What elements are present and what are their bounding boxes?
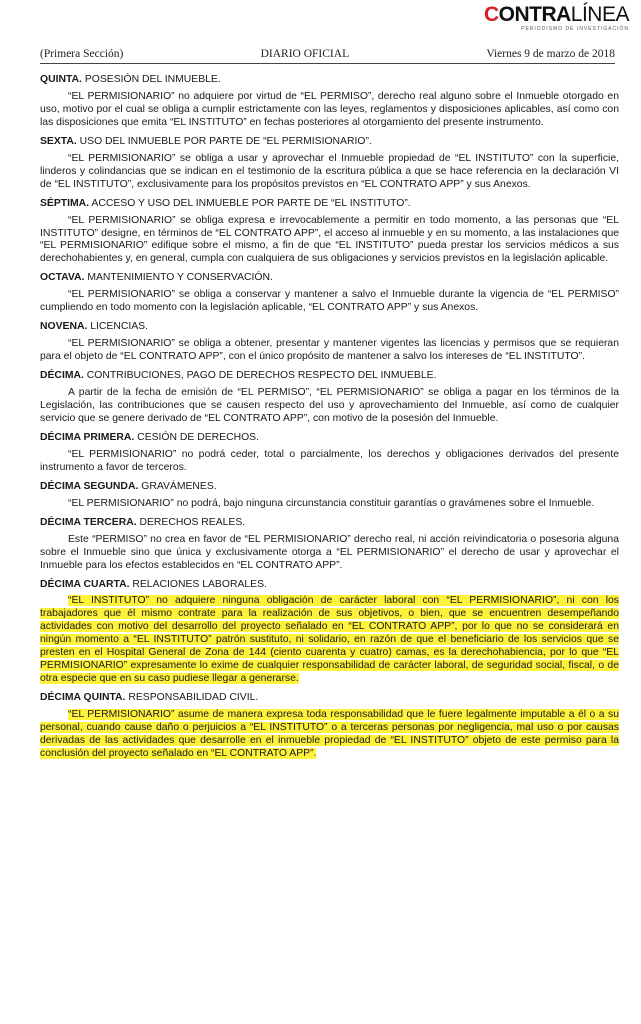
clause-number: DÉCIMA TERCERA. <box>40 516 137 528</box>
clause-title <box>40 579 619 592</box>
header-section: (Primera Sección) <box>40 48 124 60</box>
logo-tagline: PERIODISMO DE INVESTIGACIÓN <box>521 26 629 32</box>
clause-number: NOVENA. <box>40 321 88 333</box>
clause-decima-cuarta <box>40 579 619 687</box>
clause-heading: RELACIONES LABORALES. <box>129 578 267 590</box>
clause-heading: RESPONSABILIDAD CIVIL. <box>125 692 259 704</box>
clause-title <box>40 370 619 383</box>
clause-title <box>40 432 619 445</box>
clause-octava <box>40 272 619 315</box>
clause-text: “EL PERMISIONARIO” se obliga a obtener, presentar y mantener vigentes las licencias y permisos que se requieran para el objeto de “EL CONTRATO APP”, con el único propósito de mantener a salvo los intereses de “EL INSTITUTO”. <box>40 338 619 363</box>
clause-text-highlighted <box>40 709 619 761</box>
clause-title <box>40 321 619 334</box>
clause-title <box>40 272 619 285</box>
clause-number: DÉCIMA PRIMERA. <box>40 431 135 443</box>
clause-decima-quinta <box>40 692 619 761</box>
clause-title <box>40 198 619 211</box>
clause-novena <box>40 321 619 364</box>
clause-number: OCTAVA. <box>40 272 85 284</box>
clause-heading: ACCESO Y USO DEL INMUEBLE POR PARTE DE “EL INSTITUTO”. <box>89 197 411 209</box>
clause-sexta <box>40 136 619 192</box>
clause-title <box>40 692 619 705</box>
logo-wordmark <box>484 4 629 26</box>
contralinea-logo <box>484 4 629 32</box>
clause-decima-tercera <box>40 517 619 573</box>
clause-text: “EL PERMISIONARIO” no adquiere por virtud de “EL PERMISO”, derecho real alguno sobre el Inmueble otorgado en uso, motivo por el cual se obliga a cumplir estrictamente con las leyes, reglamentos y disposiciones aplicables, así como con las disposiciones que emita “EL INSTITUTO” en fechas posteriores al otorgamiento del presente instrumento. <box>40 90 619 128</box>
clause-decima-primera <box>40 432 619 475</box>
logo-text-light: LÍNEA <box>570 3 629 26</box>
clause-title <box>40 481 619 494</box>
clause-text: “EL PERMISIONARIO” se obliga expresa e irrevocablemente a permitir en todo momento, a las personas que “EL INSTITUTO” designe, en términos de “EL CONTRATO APP”, el acceso al inmueble y en su momento, a las instalaciones que “EL PERMISIONARIO” edifique sobre el mismo, a fin de que “EL INSTITUTO” pueda prestar los servicios médicos a sus derechohabientes y, en general, cumpla con cualquiera de sus obligaciones y servicios previstos en la legislación aplicable. <box>40 214 619 265</box>
header-publication: DIARIO OFICIAL <box>260 48 350 60</box>
clause-title <box>40 74 619 87</box>
clause-heading: LICENCIAS. <box>87 321 148 333</box>
clause-heading: CONTRIBUCIONES, PAGO DE DERECHOS RESPECTO DEL INMUEBLE. <box>83 370 437 382</box>
clause-quinta <box>40 74 619 130</box>
clause-number: DÉCIMA CUARTA. <box>40 578 130 590</box>
clause-number: SEXTA. <box>40 135 77 147</box>
clause-text: “EL PERMISIONARIO” se obliga a usar y aprovechar el Inmueble propiedad de “EL INSTITUTO” con la superficie, linderos y colindancias que se indican en el testimonio de la escritura pública a que se hace referencia en la declaración VI de “EL INSTITUTO”, exclusivamente para los propósitos previstos en “EL CONTRATO APP” y sus Anexos. <box>40 152 619 190</box>
clause-text: “EL PERMISIONARIO” se obliga a conservar y mantener a salvo el Inmueble durante la vigencia de “EL PERMISO” cumpliendo en todo momento con la legislación aplicable, “EL CONTRATO APP” y sus Anexos. <box>40 289 619 314</box>
clause-text: Este “PERMISO” no crea en favor de “EL PERMISIONARIO” derecho real, ni acción reivindicatoria o posesoria alguna sobre el Inmueble sino que única y exclusivamente otorga a “EL PERMISIONARIO” el derecho de usar y aprovechar el Inmueble para los efectos establecidos en “EL CONTRATO APP”. <box>40 533 619 571</box>
clause-text-highlighted <box>40 595 619 686</box>
header-date: Viernes 9 de marzo de 2018 <box>486 48 615 60</box>
clause-septima <box>40 198 619 267</box>
page-header <box>40 48 615 64</box>
clause-heading: CESIÓN DE DERECHOS. <box>134 431 260 443</box>
document-body <box>40 74 619 767</box>
clause-number: DÉCIMA. <box>40 370 84 382</box>
clause-number: QUINTA. <box>40 74 82 85</box>
clause-heading: DERECHOS REALES. <box>136 516 246 528</box>
clause-decima <box>40 370 619 426</box>
clause-text: “EL PERMISIONARIO” no podrá, bajo ninguna circunstancia constituir garantías o gravámenes sobre el Inmueble. <box>68 497 595 509</box>
clause-number: DÉCIMA QUINTA. <box>40 692 126 704</box>
clause-number: DÉCIMA SEGUNDA. <box>40 480 139 492</box>
highlighted-text: “EL INSTITUTO” no adquiere ninguna obligación de carácter laboral con “EL PERMISIONARIO”, ni con los trabajadores que él mismo contrate para la realización de sus objetivos, o bien, que se encuentren desempeñando actividades con motivo del desarrollo del proyecto señalado en “EL CONTRATO APP”, por lo que no se considerará en ningún momento a “EL INSTITUTO” patrón sustituto, ni solidario, en razón de que el beneficiario de los servicios que se presten en el Hospital General de Zona de 144 (ciento cuarenta y cuatro) camas, es la derechohabiencia, por lo que “EL PERMISIONARIO” expresamente lo exime de cualquier responsabilidad de carácter laboral, de seguridad social, fiscal, o de otra especie que en su caso pudiese llegar a generarse. <box>40 595 619 685</box>
clause-number: SÉPTIMA. <box>40 197 90 209</box>
clause-heading: USO DEL INMUEBLE POR PARTE DE “EL PERMISIONARIO”. <box>76 135 372 147</box>
clause-text: “EL PERMISIONARIO” no podrá ceder, total o parcialmente, los derechos y obligaciones derivados del presente instrumento a favor de terceros. <box>40 448 619 473</box>
logo-letter-c: C <box>483 3 499 26</box>
highlighted-text: “EL PERMISIONARIO” asume de manera expresa toda responsabilidad que le fuere legalmente imputable a él o a su personal, cuando cause daño o perjuicios a “EL INSTITUTO” o a terceras personas por negligencia, mal uso o por causas derivadas de las actividades que desarrolle en el inmueble propiedad de “EL INSTITUTO” objeto de este permiso para la conclusión del proyecto señalado en “EL CONTRATO APP”. <box>40 709 619 759</box>
logo-text-bold: ONTRA <box>498 3 571 26</box>
clause-title <box>40 136 619 149</box>
clause-decima-segunda <box>40 481 619 511</box>
clause-title <box>40 517 619 530</box>
clause-heading: POSESIÓN DEL INMUEBLE. <box>81 74 221 85</box>
clause-text: A partir de la fecha de emisión de “EL PERMISO”, “EL PERMISIONARIO” se obliga a pagar en los términos de la Legislación, las contribuciones que se causen respecto del uso y aprovechamiento del Inmueble, así como de cualquier servicio que se genere derivado de “EL CONTRATO APP”, con motivo de la posesión del Inmueble. <box>40 387 619 424</box>
clause-heading: MANTENIMIENTO Y CONSERVACIÓN. <box>84 272 273 284</box>
clause-heading: GRAVÁMENES. <box>138 480 217 492</box>
